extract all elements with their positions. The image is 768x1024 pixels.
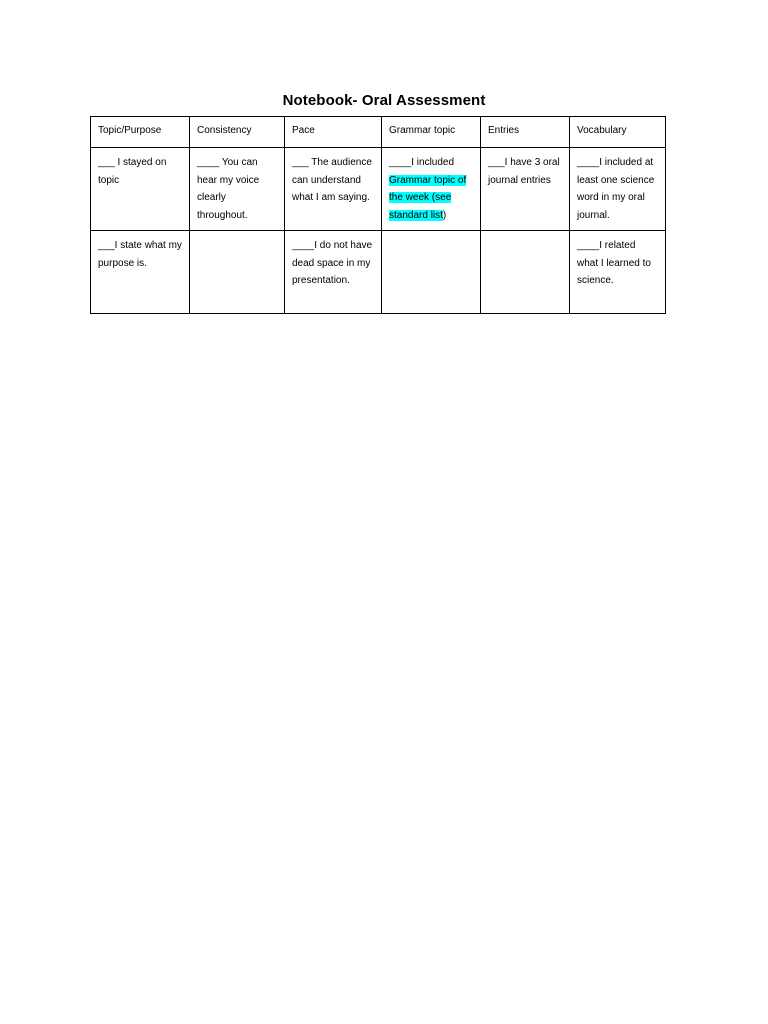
cell-consistency-empty <box>190 231 285 314</box>
grammar-prefix-text: ____I included <box>389 157 455 168</box>
table-header-row <box>91 117 666 148</box>
header-grammar-topic: Grammar topic <box>382 117 481 148</box>
cell-consistency-voice: ____ You can hear my voice clearly throughout. <box>190 148 285 231</box>
cell-topic-purpose-stated: ___I state what my purpose is. <box>91 231 190 314</box>
header-topic-purpose: Topic/Purpose <box>91 117 190 148</box>
cell-vocabulary-science-word: ____I included at least one science word in my oral journal. <box>570 148 666 231</box>
cell-vocabulary-related: ____I related what I learned to science. <box>570 231 666 314</box>
table-row <box>91 148 666 231</box>
grammar-highlighted-text: Grammar topic of the week (see standard list <box>389 174 467 221</box>
table-row <box>91 231 666 314</box>
cell-entries-three: ___I have 3 oral journal entries <box>481 148 570 231</box>
cell-grammar-empty <box>382 231 481 314</box>
header-entries: Entries <box>481 117 570 148</box>
cell-entries-empty <box>481 231 570 314</box>
header-consistency: Consistency <box>190 117 285 148</box>
cell-pace-understand: ___ The audience can understand what I am saying. <box>285 148 382 231</box>
grammar-suffix-text: ) <box>442 209 447 221</box>
cell-pace-dead-space: ____I do not have dead space in my presentation. <box>285 231 382 314</box>
header-vocabulary: Vocabulary <box>570 117 666 148</box>
cell-topic-stayed: ___ I stayed on topic <box>91 148 190 231</box>
assessment-table <box>90 116 666 314</box>
cell-grammar-included <box>382 148 481 231</box>
header-pace: Pace <box>285 117 382 148</box>
page-title: Notebook- Oral Assessment <box>282 92 486 109</box>
